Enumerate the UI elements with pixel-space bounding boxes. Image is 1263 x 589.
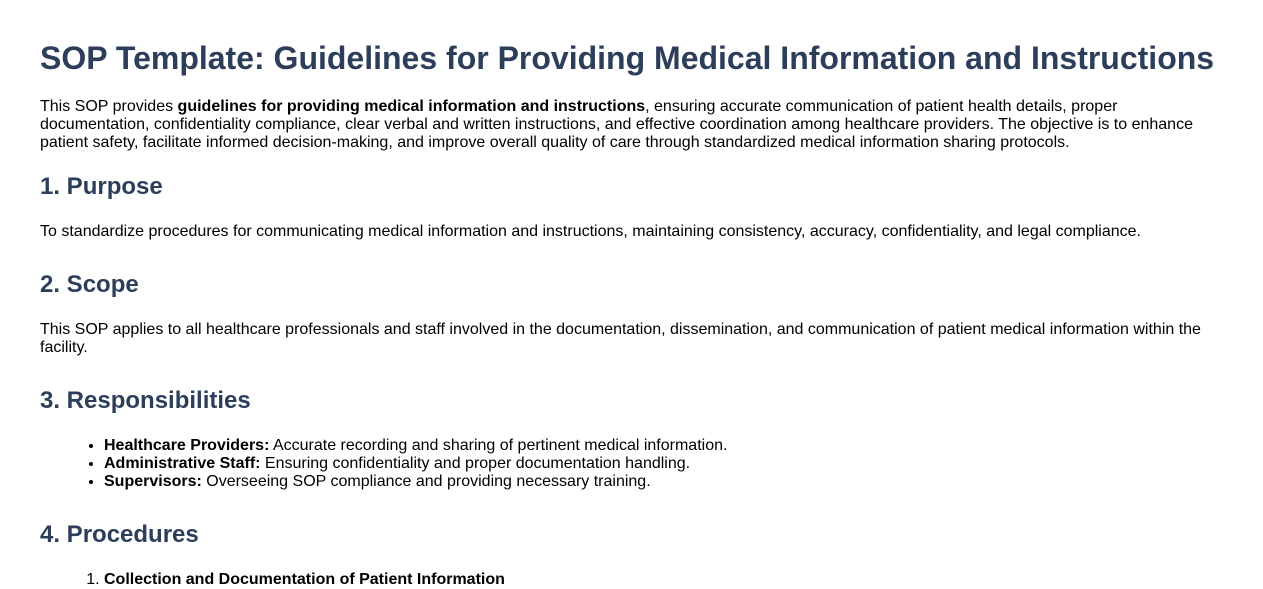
procedure-title: Collection and Documentation of Patient Information — [104, 571, 505, 588]
intro-suffix: , ensuring accurate communication of patient health details, proper documentation, confidentiality compliance, clear verbal and written instructions, and effective coordination among healthcare providers. The objective is to enhance patient safety, facilitate informed decision-making, and improve overall quality of care through standardized medical information sharing protocols. — [40, 98, 1193, 151]
list-item — [104, 571, 1223, 589]
page-title: SOP Template: Guidelines for Providing Medical Information and Instructions — [40, 40, 1215, 76]
procedures-heading: 4. Procedures — [40, 521, 199, 548]
procedures-list — [40, 571, 1223, 589]
responsibilities-heading: 3. Responsibilities — [40, 387, 251, 414]
intro-paragraph — [40, 98, 1223, 152]
scope-text: This SOP applies to all healthcare professionals and staff involved in the documentation, dissemination, and communication of patient medical information within the facility. — [40, 321, 1201, 356]
role-description: Ensuring confidentiality and proper documentation handling. — [260, 455, 691, 472]
role-label: Healthcare Providers: — [104, 437, 270, 454]
list-item — [104, 455, 1223, 473]
scope-heading: 2. Scope — [40, 271, 139, 298]
intro-bold: guidelines for providing medical information and instructions — [177, 98, 646, 115]
list-item — [104, 473, 1223, 491]
purpose-text: To standardize procedures for communicating medical information and instructions, maintaining consistency, accuracy, confidentiality, and legal compliance. — [40, 223, 1141, 240]
responsibilities-list — [40, 437, 1223, 491]
role-description: Accurate recording and sharing of pertinent medical information. — [269, 437, 728, 454]
purpose-heading: 1. Purpose — [40, 173, 163, 200]
role-description: Overseeing SOP compliance and providing necessary training. — [201, 473, 651, 490]
intro-prefix: This SOP provides — [40, 98, 178, 115]
role-label: Supervisors: — [104, 473, 202, 490]
list-item — [104, 437, 1223, 455]
role-label: Administrative Staff: — [104, 455, 261, 472]
